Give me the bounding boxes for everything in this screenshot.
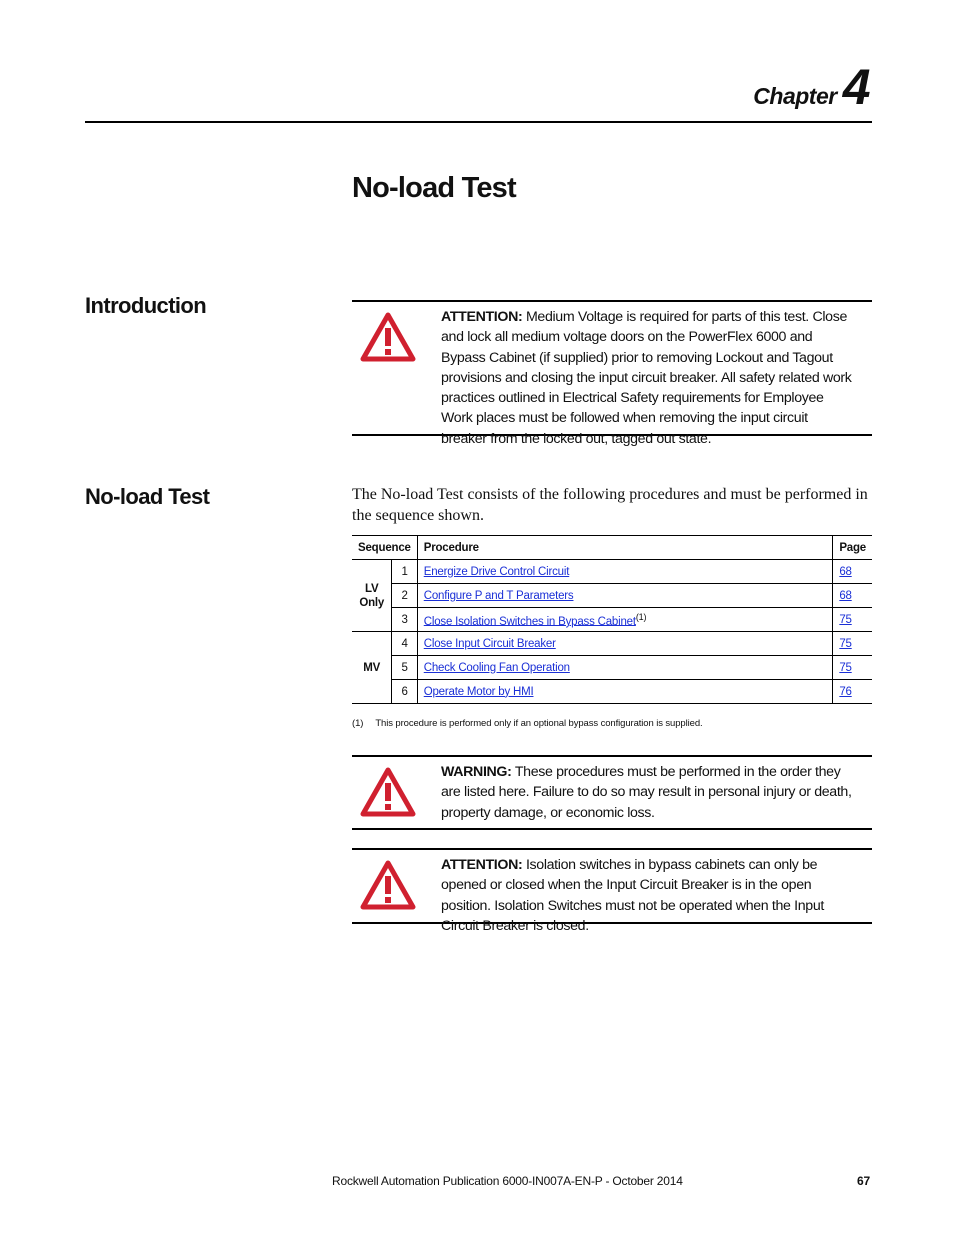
chapter-label: Chapter (753, 83, 837, 109)
footnote-reference: (1) (635, 611, 647, 622)
procedure-cell (417, 560, 833, 584)
step-number: 5 (392, 656, 417, 680)
page-link[interactable]: 75 (839, 637, 852, 650)
procedure-link[interactable]: Energize Drive Control Circuit (423, 565, 570, 578)
page-cell (833, 632, 872, 656)
table-row (352, 560, 872, 584)
procedure-table (352, 535, 872, 704)
noload-intro-paragraph: The No-load Test consists of the following procedures and must be performed in the sequence shown. (352, 486, 868, 524)
header-page: Page (833, 536, 872, 560)
procedure-link[interactable]: Configure P and T Parameters (423, 589, 574, 602)
attention-label: ATTENTION: (441, 309, 523, 325)
procedure-cell (417, 608, 833, 632)
warning-triangle-icon (360, 767, 416, 817)
procedure-link[interactable]: Close Isolation Switches in Bypass Cabinet (423, 615, 636, 628)
step-number: 1 (392, 560, 417, 584)
table-header-row (352, 536, 872, 560)
attention-notice-medium-voltage (352, 300, 872, 447)
procedure-cell (417, 656, 833, 680)
step-number: 4 (392, 632, 417, 656)
step-number: 6 (392, 680, 417, 704)
page-cell (833, 584, 872, 608)
page-link[interactable]: 68 (839, 565, 852, 578)
attention-text (441, 855, 856, 936)
page-link[interactable]: 75 (839, 661, 852, 674)
chapter-heading (753, 59, 870, 115)
attention-notice-isolation (352, 848, 872, 934)
table-footnote (352, 718, 703, 729)
warning-triangle-icon (360, 312, 416, 362)
footer-page-number: 67 (857, 1174, 870, 1188)
attention-body: Isolation switches in bypass cabinets can only be opened or closed when the Input Circuit Breaker is in the open position. Isolation Switches must not be operated when the Input Circuit Breaker is closed. (441, 857, 824, 934)
procedure-cell (417, 584, 833, 608)
page-link[interactable]: 75 (839, 613, 852, 626)
procedure-link[interactable]: Close Input Circuit Breaker (423, 637, 556, 650)
footnote-text: This procedure is performed only if an optional bypass configuration is supplied. (375, 718, 703, 729)
step-number: 3 (392, 608, 417, 632)
table-row (352, 680, 872, 704)
section-heading-noload-test: No-load Test (85, 484, 210, 509)
header-procedure: Procedure (417, 536, 833, 560)
procedure-cell (417, 680, 833, 704)
attention-text (441, 307, 856, 449)
attention-body: Medium Voltage is required for parts of this test. Close and lock all medium voltage doors on the PowerFlex 6000 and Bypass Cabinet (if supplied) prior to removing Lockout and Tagout provisions and closing the input circuit breaker. All safety related work practices outlined in Electrical Safety requirements for Employee Work places must be followed when removing the input circuit breaker from the locked out, tagged out state. (441, 309, 852, 447)
warning-label: WARNING: (441, 764, 512, 780)
table-row (352, 656, 872, 680)
warning-text (441, 762, 856, 823)
page-title: No-load Test (352, 172, 516, 204)
page-cell (833, 608, 872, 632)
step-number: 2 (392, 584, 417, 608)
procedure-link[interactable]: Check Cooling Fan Operation (423, 661, 570, 674)
footer-publication: Rockwell Automation Publication 6000-IN007A-EN-P - October 2014 (332, 1174, 683, 1188)
page-cell (833, 656, 872, 680)
attention-label: ATTENTION: (441, 857, 523, 873)
table-row (352, 608, 872, 632)
footnote-marker: (1) (352, 718, 364, 729)
group-mv: MV (352, 632, 392, 704)
section-heading-introduction: Introduction (85, 293, 207, 318)
chapter-divider (85, 121, 872, 123)
page-cell (833, 680, 872, 704)
warning-triangle-icon (360, 860, 416, 910)
page-cell (833, 560, 872, 584)
group-lv-only: LV Only (352, 560, 392, 632)
chapter-number: 4 (842, 59, 870, 115)
warning-notice-order (352, 755, 872, 830)
warning-body: These procedures must be performed in the order they are listed here. Failure to do so may result in personal injury or death, property damage, or economic loss. (441, 764, 852, 821)
page-link[interactable]: 76 (839, 685, 852, 698)
page-link[interactable]: 68 (839, 589, 852, 602)
table-row (352, 632, 872, 656)
procedure-cell (417, 632, 833, 656)
header-sequence: Sequence (352, 536, 417, 560)
table-row (352, 584, 872, 608)
procedure-link[interactable]: Operate Motor by HMI (423, 685, 534, 698)
